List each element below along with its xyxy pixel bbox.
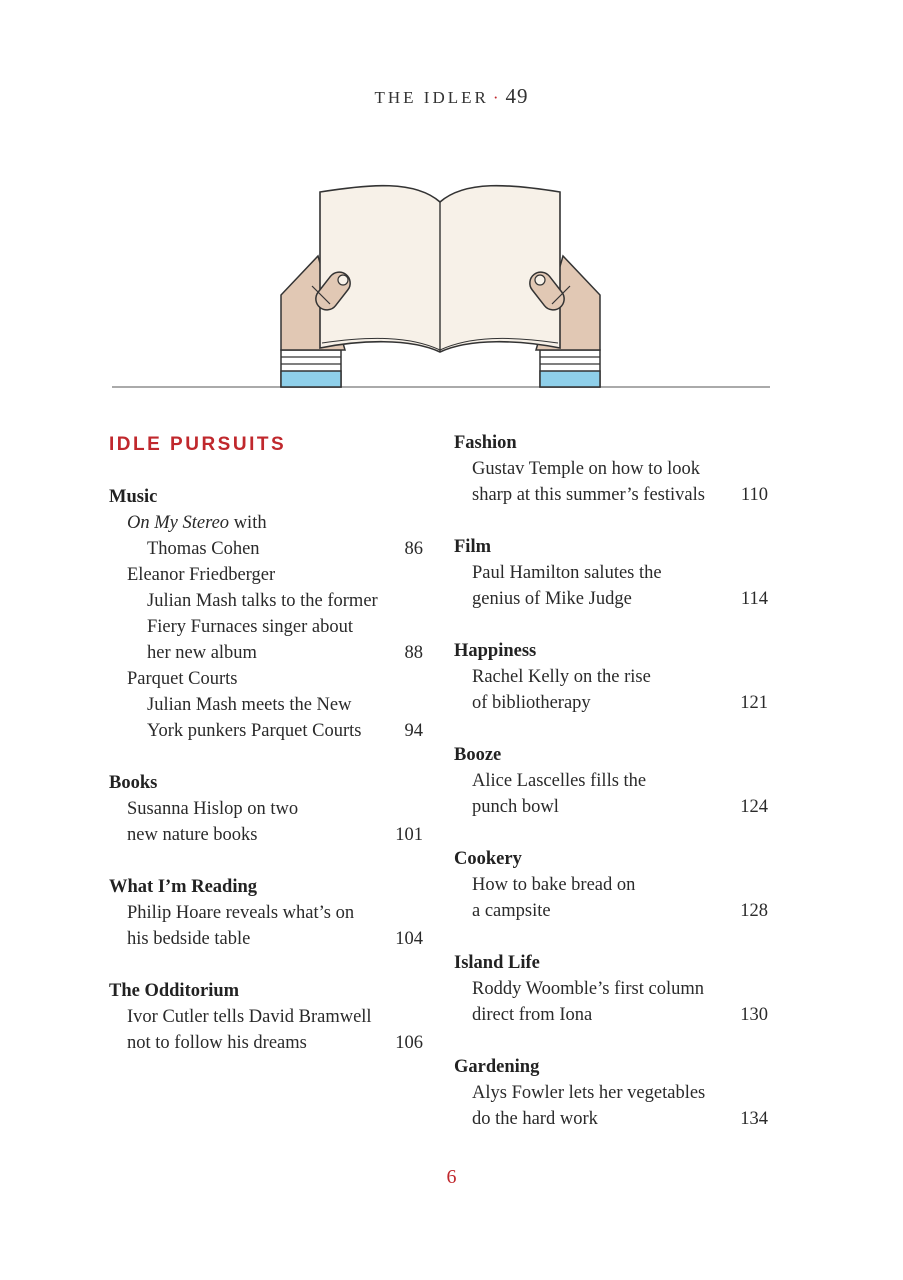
toc-heading: Books [109,773,158,793]
page-number: 114 [740,589,768,609]
toc-entry [454,1002,768,1028]
toc-entry [109,718,423,744]
toc-line: Alice Lascelles fills the [472,771,647,791]
toc-line: Susanna Hislop on two [127,799,299,819]
page-number: 88 [404,643,423,663]
page-number: 86 [404,539,423,559]
toc-text: York punkers Parquet Courts [147,721,362,741]
toc-line: Fiery Furnaces singer about [147,617,354,637]
toc-entry [109,1030,423,1056]
toc-heading: Gardening [454,1057,540,1077]
toc-group-reading [109,874,423,952]
toc-text: punch bowl [472,797,559,817]
toc-line: Julian Mash meets the New [147,695,352,715]
toc-heading: Happiness [454,641,537,661]
toc-heading: The Odditorium [109,981,240,1001]
toc-line: How to bake bread on [472,875,636,895]
page-number: 124 [740,797,768,817]
page-number: 104 [395,929,423,949]
right-cuff [540,350,600,387]
toc-text: new nature books [127,825,258,845]
toc-line: Parquet Courts [127,669,238,689]
column-title: On My Stereo [127,513,230,533]
toc-entry [454,586,768,612]
toc-group-music [109,484,423,744]
toc-line: Paul Hamilton salutes the [472,563,662,583]
running-header [0,84,903,109]
page-number: 101 [395,825,423,845]
page-number: 121 [740,693,768,713]
toc-entry [109,536,423,562]
toc-heading: Music [109,487,158,507]
toc-group [454,742,768,820]
toc-text: Thomas Cohen [147,539,260,559]
toc-line: Philip Hoare reveals what’s on [127,903,355,923]
toc-text: of bibliotherapy [472,693,591,713]
toc-line: Eleanor Friedberger [127,565,276,585]
page-number: 110 [740,485,768,505]
toc-entry [109,822,423,848]
toc-heading: Film [454,537,491,557]
toc-entry [454,794,768,820]
toc-group [454,1054,768,1132]
page-number: 128 [740,901,768,921]
page-number: 106 [395,1033,423,1053]
toc-line: Rachel Kelly on the rise [472,667,651,687]
left-cuff [281,350,341,387]
left-column [109,430,423,1082]
toc-heading: Fashion [454,433,517,453]
toc-text: sharp at this summer’s festivals [472,485,705,505]
toc-line: Roddy Woomble’s first column [472,979,704,999]
toc-text: his bedside table [127,929,251,949]
toc-text: do the hard work [472,1109,598,1129]
toc-heading: Island Life [454,953,540,973]
toc-group [454,534,768,612]
toc-line: Gustav Temple on how to look [472,459,701,479]
toc-text: a campsite [472,901,551,921]
toc-entry [454,1106,768,1132]
toc-text: genius of Mike Judge [472,589,632,609]
header-separator: · [492,88,502,107]
toc-text: her new album [147,643,257,663]
toc-group [454,638,768,716]
toc-entry [454,482,768,508]
toc-entry [109,926,423,952]
toc-group-books [109,770,423,848]
right-column [454,430,768,1158]
toc-heading: Cookery [454,849,522,869]
toc-line: Alys Fowler lets her vegetables [472,1083,706,1103]
toc-line: Julian Mash talks to the former [147,591,378,611]
toc-heading: What I’m Reading [109,877,258,897]
toc-group [454,950,768,1028]
toc-entry [454,898,768,924]
toc-text: not to follow his dreams [127,1033,307,1053]
toc-group-odditorium [109,978,423,1056]
section-title: IDLE PURSUITS [109,434,287,455]
hands-holding-open-book-icon [0,160,903,400]
toc-entry [454,690,768,716]
page-folio: 6 [446,1166,457,1188]
magazine-title: THE IDLER [374,88,489,107]
issue-number: 49 [505,84,529,108]
toc-entry [109,640,423,666]
toc-heading: Booze [454,745,502,765]
toc-line [109,510,423,536]
toc-group [454,846,768,924]
page-number: 134 [740,1109,768,1129]
page-number: 94 [404,721,423,741]
toc-text: direct from Iona [472,1005,593,1025]
page-number: 130 [740,1005,768,1025]
toc-text: with [229,513,267,533]
toc-line: Ivor Cutler tells David Bramwell [127,1007,372,1027]
toc-group [454,430,768,508]
